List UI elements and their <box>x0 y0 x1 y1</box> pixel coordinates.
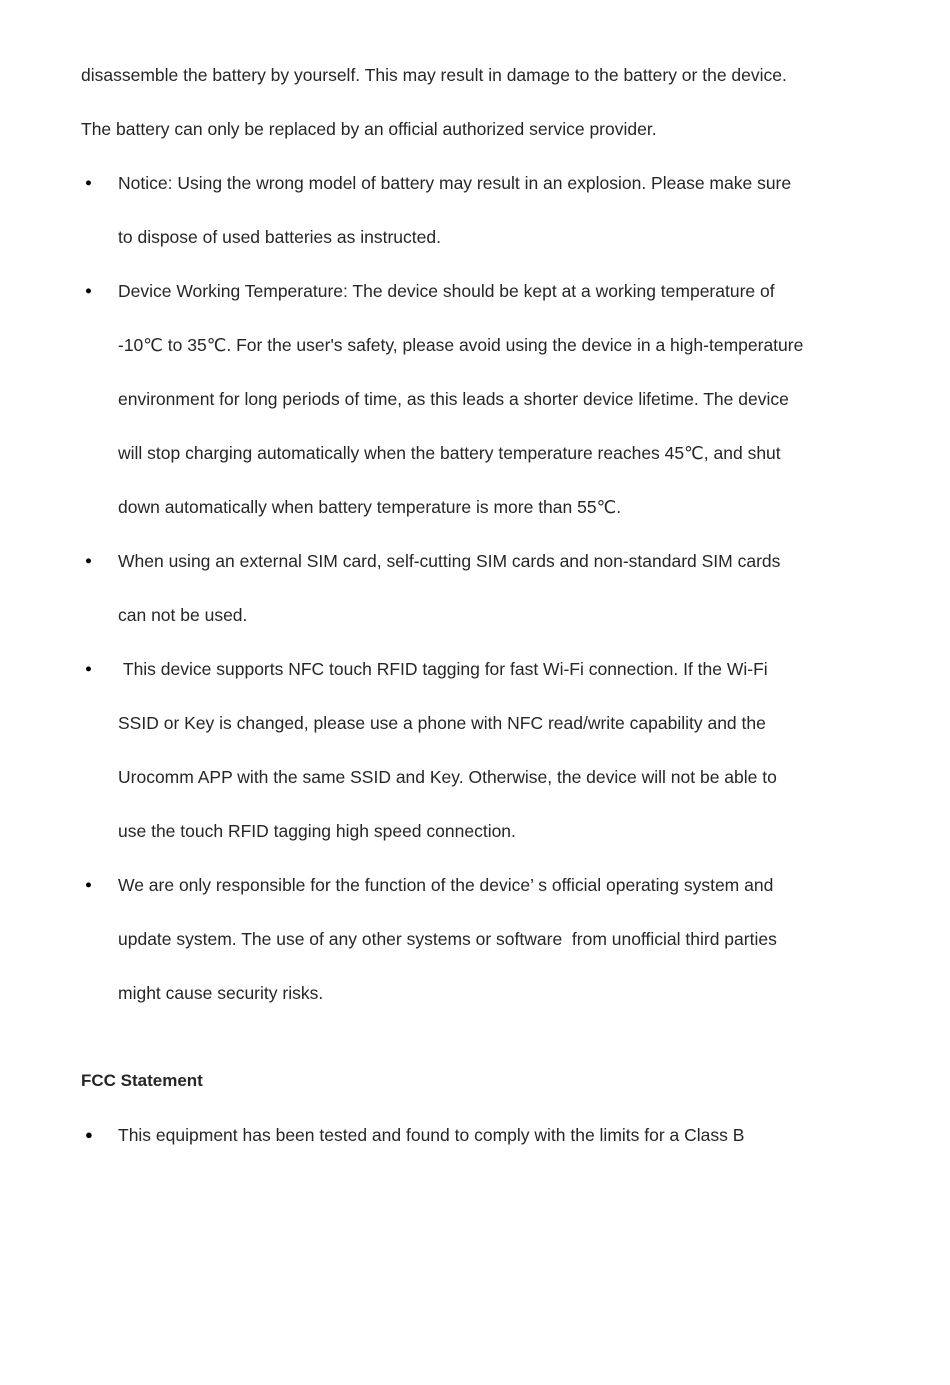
bullet-text: When using an external SIM card, self-cutting SIM cards and non-standard SIM cards can not be used. <box>118 551 786 625</box>
bullet-text: Device Working Temperature: The device should be kept at a working temperature of -10℃ to 35℃. For the user's safety, please avoid using the device in a high-temperature environment for long periods of time, as this leads a shorter device lifetime. The device will stop charging automatically when the battery temperature reaches 45℃, and shut down automatically when battery temperature is more than 55℃. <box>118 281 809 517</box>
list-item <box>85 264 809 534</box>
bullet-icon: ● <box>85 879 92 891</box>
bullet-icon: ● <box>85 177 92 189</box>
list-item <box>85 156 804 264</box>
safety-bullet-list <box>81 156 809 1020</box>
bullet-text: This device supports NFC touch RFID tagging for fast Wi-Fi connection. If the Wi-Fi SSID or Key is changed, please use a phone with NFC read/write capability and the Urocomm APP with the same SSID and Key. Otherwise, the device will not be able to use the touch RFID tagging high speed connection. <box>118 659 782 841</box>
bullet-icon: ● <box>85 663 92 675</box>
bullet-text: We are only responsible for the function of the device’ s official operating system and update system. The use of any other systems or software from unofficial third parties might cause security risks. <box>118 875 782 1003</box>
bullet-text: This equipment has been tested and found to comply with the limits for a Class B <box>118 1125 745 1145</box>
bullet-icon: ● <box>85 1127 93 1142</box>
bullet-text: Notice: Using the wrong model of battery may result in an explosion. Please make sure to dispose of used batteries as instructed. <box>118 173 796 247</box>
list-item <box>85 642 804 858</box>
list-item <box>85 1108 804 1162</box>
bullet-icon: ● <box>85 555 92 567</box>
list-item <box>85 534 804 642</box>
bullet-icon: ● <box>85 285 92 297</box>
list-item <box>85 858 804 1020</box>
fcc-bullet-list <box>81 1108 804 1162</box>
intro-paragraph: disassemble the battery by yourself. This may result in damage to the battery or the device. The battery can only be replaced by an official authorized service provider. <box>81 65 792 139</box>
section-heading-fcc: FCC Statement <box>81 1071 203 1090</box>
